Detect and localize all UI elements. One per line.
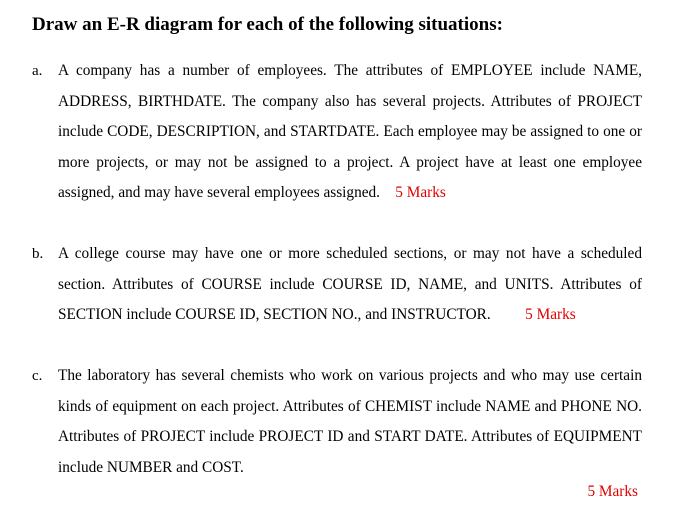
- question-text: [58, 56, 642, 209]
- question-b: [32, 239, 642, 331]
- page-title: Draw an E-R diagram for each of the following situations:: [32, 14, 503, 35]
- question-b-text: A college course may have one or more scheduled sections, or may not have a scheduled section. Attributes of COURSE include COURSE ID, NAME, and UNITS. Attributes of SECTION include COURSE ID, SECTION NO., and INSTRUCTOR.: [58, 245, 642, 324]
- question-c: [32, 361, 642, 483]
- marks-label: 5 Marks: [395, 184, 446, 202]
- question-text: [58, 239, 642, 331]
- question-letter: a.: [32, 63, 43, 79]
- question-c-text: The laboratory has several chemists who work on various projects and who may use certain kinds of equipment on each project. Attributes of CHEMIST include NAME and PHONE NO. Attributes of PROJECT include PROJECT ID and START DATE. Attributes of EQUIPMENT include NUMBER and COST.: [58, 367, 642, 476]
- question-letter: c.: [32, 368, 43, 384]
- question-a: [32, 56, 642, 209]
- marks-label: 5 Marks: [525, 306, 576, 324]
- question-text: [58, 361, 642, 483]
- marks-label: 5 Marks: [587, 483, 638, 500]
- question-letter: b.: [32, 246, 44, 262]
- question-a-text: A company has a number of employees. The attributes of EMPLOYEE include NAME, ADDRESS, BIRTHDATE. The company also has several projects. Attributes of PROJECT include CODE, DESCRIPTION, and STARTDATE. Each employee may be assigned to one or more projects, or may not be assigned to a project. A project have at least one employee assigned, and may have several employees assigned.: [58, 62, 642, 202]
